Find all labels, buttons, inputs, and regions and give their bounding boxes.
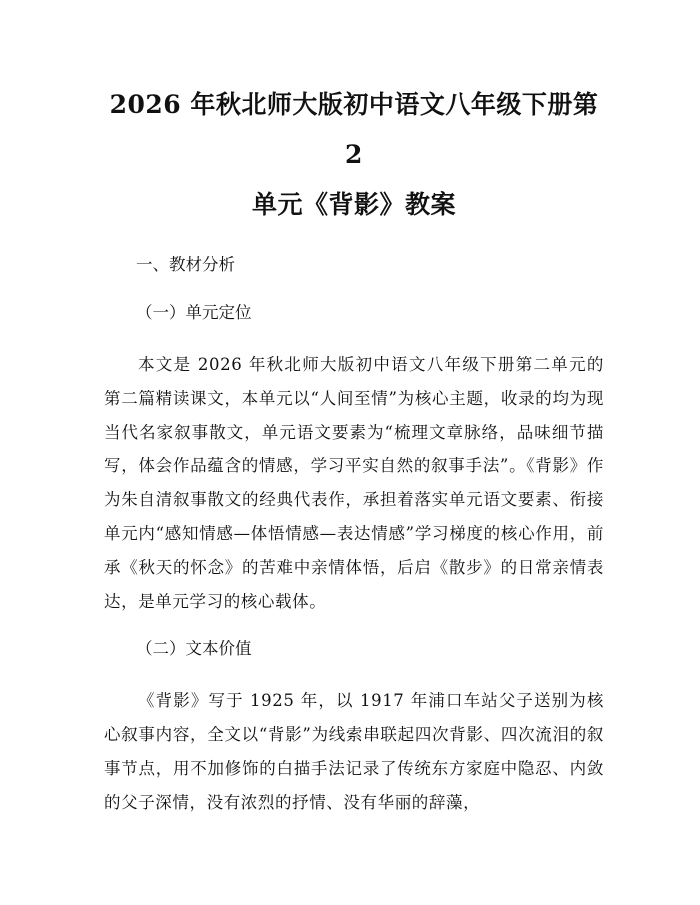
subsection-heading-unit-positioning: （一）单元定位 bbox=[136, 303, 252, 322]
paragraph-text-value: 《背影》写于 1925 年，以 1917 年浦口车站父子送别为核心叙事内容，全文以“背影”为线索串联起四次背影、四次流泪的叙事节点，用不加修饰的白描手法记录了传统东方家庭中隐忍、内敛的父子深情，没有浓烈的抒情、没有华丽的辞藻， bbox=[104, 691, 604, 812]
section-heading-textbook-analysis: 一、教材分析 bbox=[136, 255, 235, 274]
document-title bbox=[104, 80, 604, 230]
subsection-heading-text-value: （二）文本价值 bbox=[136, 639, 252, 659]
paragraph-unit-positioning: 本文是 2026 年秋北师大版初中语文八年级下册第二单元的第二篇精读课文，本单元以“人间至情”为核心主题，收录的均为现当代名家叙事散文，单元语文要素为“梳理文章脉络，品味细节描写，体会作品蕴含的情感，学习平实自然的叙事手法”。《背影》作为朱自清叙事散文的经典代表作，承担着落实单元语文要素、衔接单元内“感知情感—体悟情感—表达情感”学习梯度的核心作用，前承《秋天的怀念》的苦难中亲情体悟，后启《散步》的日常亲情表达，是单元学习的核心载体。 bbox=[104, 355, 604, 611]
title-line-2: 单元《背影》教案 bbox=[251, 190, 456, 219]
title-line-1: 2026 年秋北师大版初中语文八年级下册第 2 bbox=[109, 90, 599, 169]
